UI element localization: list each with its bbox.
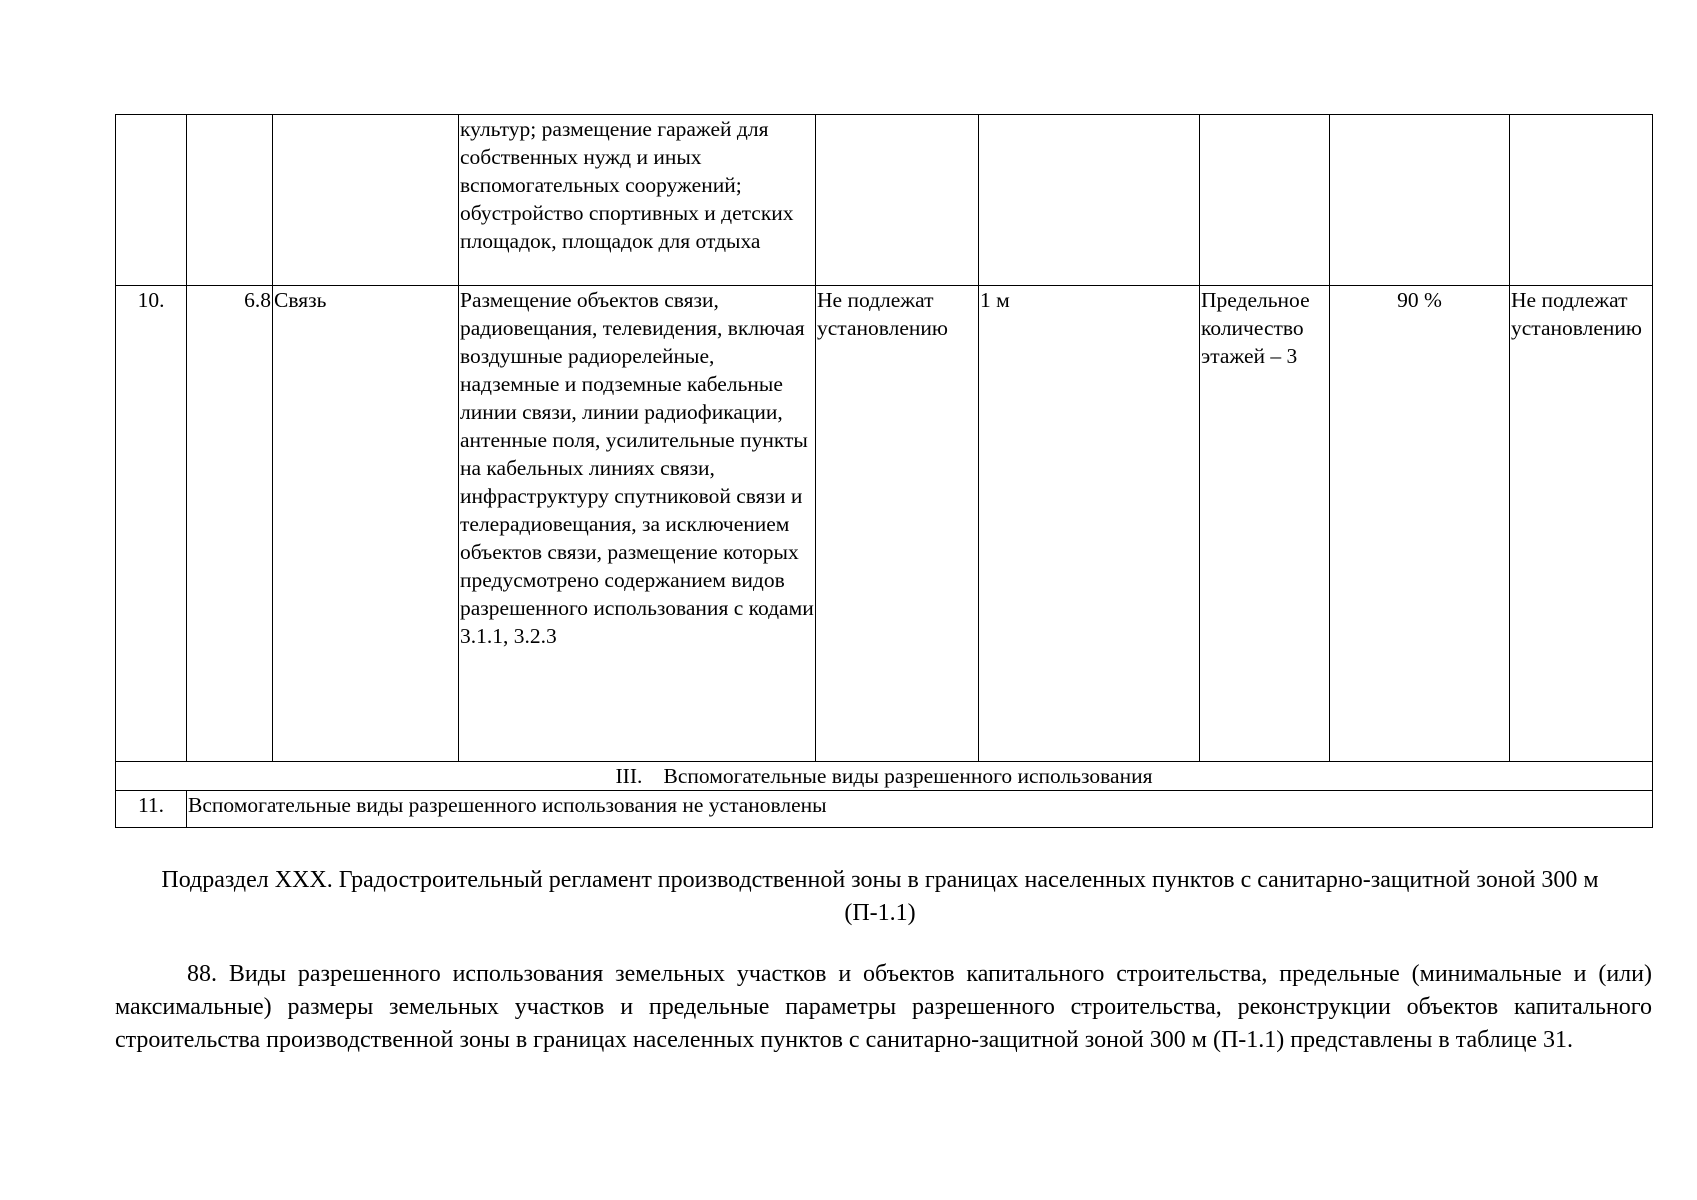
paragraph-88: 88. Виды разрешенного использования земельных участков и объектов капитального строительства, предельные (минимальные и (или) максимальные) размеры земельных участков и предельные параметры разрешенного строительства, реконструкции объектов капитального строительства производственной зоны в границах населенных пунктов с санитарно-защитной зоной 300 м (П-1.1) представлены в таблице 31. xyxy=(115,961,1652,1053)
cell-empty xyxy=(816,115,979,286)
table-row-11 xyxy=(116,791,1653,828)
row-number: 10. xyxy=(116,286,187,762)
section-header xyxy=(116,762,1653,791)
cell-empty xyxy=(1200,115,1330,286)
cell-empty xyxy=(1330,115,1510,286)
floors-limit: Предельное количество этажей – 3 xyxy=(1200,286,1330,762)
cell-empty xyxy=(979,115,1200,286)
cell-empty xyxy=(273,115,459,286)
table-row-continued xyxy=(116,115,1653,286)
cell-empty xyxy=(116,115,187,286)
other-params: Не подлежат установлению xyxy=(1510,286,1653,762)
section-title: Вспомогательные виды разрешенного использования xyxy=(663,764,1153,788)
section-roman-numeral: III. xyxy=(615,764,643,788)
cell-description-continued: культур; размещение гаражей для собственных нужд и иных вспомогательных сооружений; обустройство спортивных и детских площадок, площадок для отдыха xyxy=(459,115,816,286)
table-row-10 xyxy=(116,286,1653,762)
coverage-percent: 90 % xyxy=(1330,286,1510,762)
row-11-text: Вспомогательные виды разрешенного использования не установлены xyxy=(187,791,1653,828)
regulation-table xyxy=(115,114,1653,828)
cell-empty xyxy=(1510,115,1653,286)
section-header-row xyxy=(116,762,1653,791)
setback: 1 м xyxy=(979,286,1200,762)
use-code: 6.8 xyxy=(187,286,273,762)
plot-size: Не подлежат установлению xyxy=(816,286,979,762)
row-number: 11. xyxy=(116,791,187,828)
subsection-heading: Подраздел XXX. Градостроительный регламент производственной зоны в границах населенных пунктов с санитарно-защитной зоной 300 м (П-1.1) xyxy=(161,867,1599,926)
use-name: Связь xyxy=(273,286,459,762)
use-description: Размещение объектов связи, радиовещания, телевидения, включая воздушные радиорелейные, надземные и подземные кабельные линии связи, линии радиофикации, антенные поля, усилительные пункты на кабельных линиях связи, инфраструктуру спутниковой связи и телерадиовещания, за исключением объектов связи, размещение которых предусмотрено содержанием видов разрешенного использования с кодами 3.1.1, 3.2.3 xyxy=(459,286,816,762)
cell-empty xyxy=(187,115,273,286)
